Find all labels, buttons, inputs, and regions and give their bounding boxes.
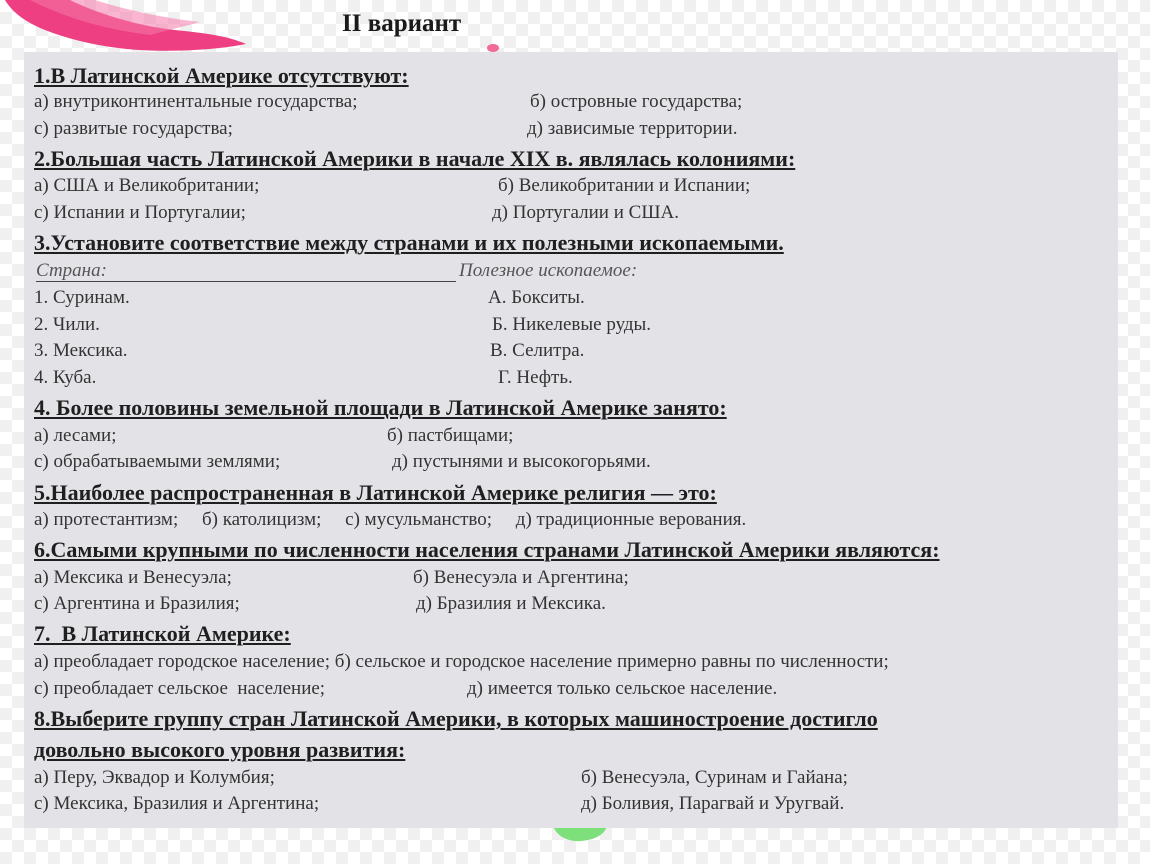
q3-country-2: 2. Чили.: [34, 314, 100, 335]
q8-option-a: а) Перу, Эквадор и Колумбия;: [34, 767, 275, 788]
q4-option-a: а) лесами;: [34, 425, 117, 446]
q4-option-b: б) пастбищами;: [387, 425, 514, 446]
q3-column-country: Страна:: [36, 260, 107, 281]
q1-option-c: с) развитые государства;: [34, 118, 233, 139]
question-3-text: 3.Установите соответствие между странами и их полезными ископаемыми.: [34, 230, 784, 255]
q7-options-ab: а) преобладает городское население; б) сельское и городское население примерно равны по численности;: [34, 651, 889, 672]
q3-country-4: 4. Куба.: [34, 367, 97, 388]
q7-option-c: с) преобладает сельское население;: [34, 678, 326, 699]
q4-option-c: с) обрабатываемыми землями;: [34, 451, 281, 472]
q3-mineral-a: А. Бокситы.: [488, 287, 585, 308]
q6-option-a: а) Мексика и Венесуэла;: [34, 567, 232, 588]
page-title: II вариант: [342, 10, 462, 37]
q3-mineral-c: В. Селитра.: [490, 340, 585, 361]
q7-option-d: д) имеется только сельское население.: [467, 678, 778, 699]
question-5-text: 5.Наиболее распространенная в Латинской Америке религия — это:: [34, 480, 717, 505]
question-8-text-line2: довольно высокого уровня развития:: [34, 737, 406, 762]
q8-option-c: с) Мексика, Бразилия и Аргентина;: [34, 793, 320, 814]
question-1-text: 1.В Латинской Америке отсутствуют:: [34, 63, 409, 88]
q6-option-d: д) Бразилия и Мексика.: [416, 593, 606, 614]
q2-option-a: а) США и Великобритании;: [34, 175, 260, 196]
q1-option-b: б) островные государства;: [530, 91, 743, 112]
question-6-text: 6.Самыми крупными по численности населения странами Латинской Америки являются:: [34, 537, 940, 562]
green-petal-icon: [545, 826, 615, 850]
q3-mineral-b: Б. Никелевые руды.: [492, 314, 652, 335]
q3-mineral-d: Г. Нефть.: [498, 367, 573, 388]
q6-option-c: с) Аргентина и Бразилия;: [34, 593, 240, 614]
q3-country-3: 3. Мексика.: [34, 340, 128, 361]
q3-country-rule: [36, 281, 456, 282]
q4-option-d: д) пустынями и высокогорьями.: [392, 451, 651, 472]
q1-option-a: а) внутриконтинентальные государства;: [34, 91, 358, 112]
question-7-text: 7. В Латинской Америке:: [34, 621, 291, 646]
q3-column-mineral: Полезное ископаемое:: [459, 260, 638, 281]
q2-option-c: с) Испании и Португалии;: [34, 202, 246, 223]
q1-option-d: д) зависимые территории.: [527, 118, 738, 139]
question-8-text-line1: 8.Выберите группу стран Латинской Америки, в которых машиностроение достигло: [34, 706, 878, 731]
question-2-text: 2.Большая часть Латинской Америки в начале XIX в. являлась колониями:: [34, 146, 796, 171]
q2-option-d: д) Португалии и США.: [492, 202, 679, 223]
q5-options: а) протестантизм; б) католицизм; с) мусульманство; д) традиционные верования.: [34, 509, 747, 530]
q8-option-d: д) Боливия, Парагвай и Уругвай.: [581, 793, 845, 814]
question-4-text: 4. Более половины земельной площади в Латинской Америке занято:: [34, 395, 727, 420]
q2-option-b: б) Великобритании и Испании;: [498, 175, 751, 196]
q6-option-b: б) Венесуэла и Аргентина;: [413, 567, 629, 588]
q3-country-1: 1. Суринам.: [34, 287, 130, 308]
q8-option-b: б) Венесуэла, Суринам и Гайана;: [581, 767, 848, 788]
